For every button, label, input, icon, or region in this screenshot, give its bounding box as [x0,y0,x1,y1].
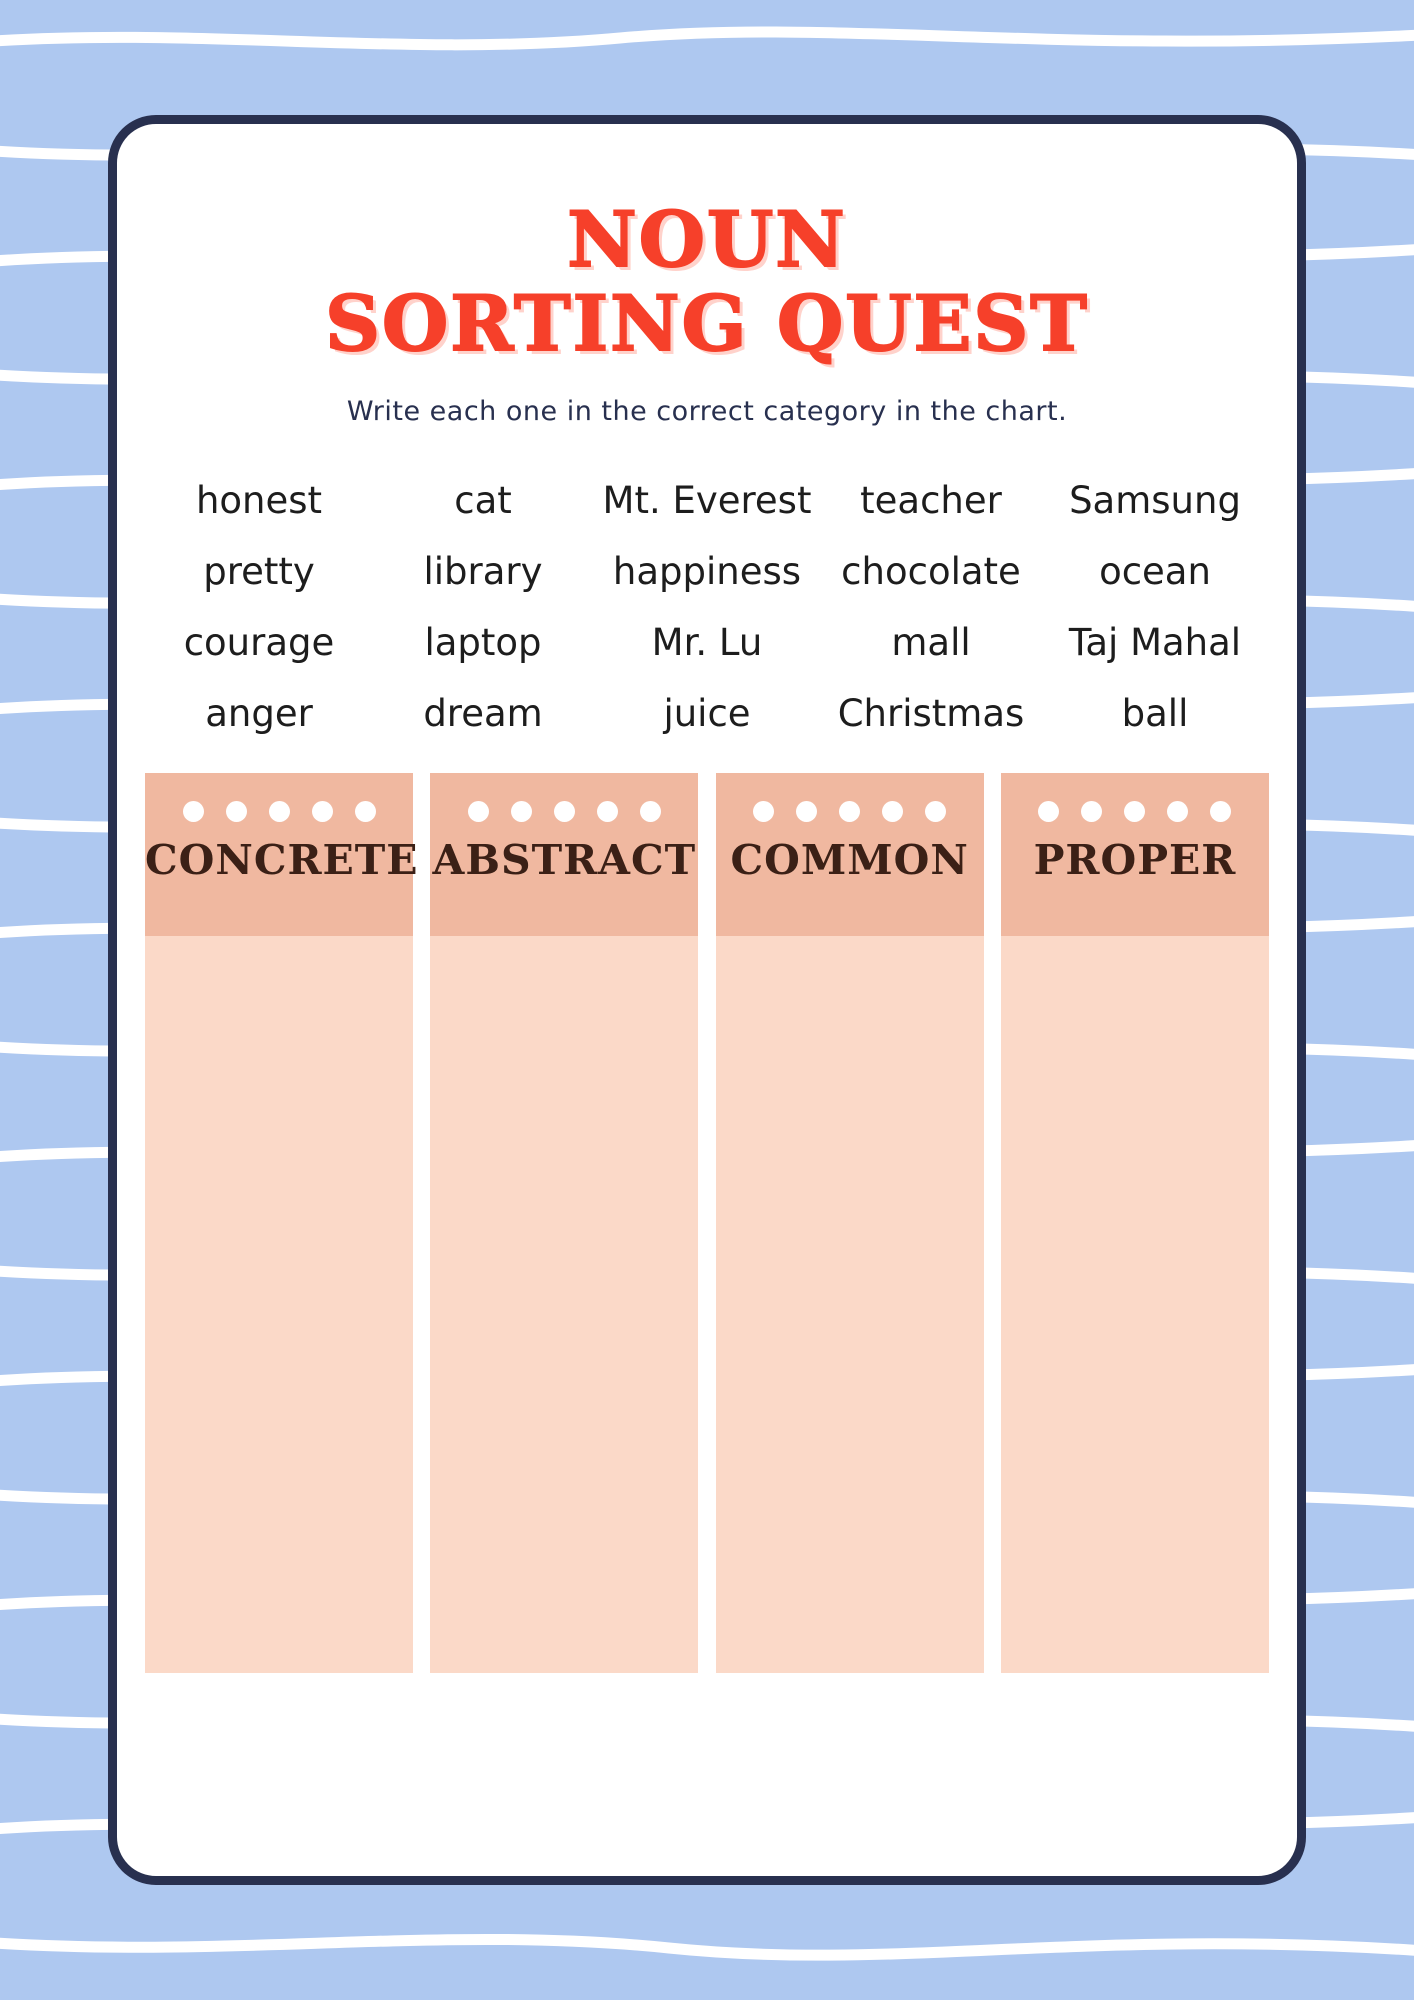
word-item: dream [423,692,543,735]
word-item: courage [183,621,335,664]
word-item: Mt. Everest [602,479,812,522]
hole-punch-icon [355,801,376,822]
word-item: chocolate [841,550,1021,593]
page-title-line-1: NOUN [567,195,847,284]
dot-row [430,773,698,822]
word-bank [147,479,1267,735]
word-item: library [423,550,543,593]
word-item: mall [891,621,971,664]
hole-punch-icon [925,801,946,822]
page-title-line-2: SORTING QUEST [325,279,1089,368]
column-header [1001,773,1269,936]
column-header [145,773,419,936]
word-row [147,479,1267,522]
word-item: ball [1121,692,1189,735]
word-item: anger [205,692,313,735]
hole-punch-icon [511,801,532,822]
hole-punch-icon [597,801,618,822]
dot-row [145,773,413,822]
hole-punch-icon [1210,801,1231,822]
word-item: Christmas [837,692,1025,735]
sorting-column-concrete[interactable] [145,773,419,1673]
word-item: honest [195,479,323,522]
hole-punch-icon [468,801,489,822]
word-item: laptop [424,621,542,664]
hole-punch-icon [753,801,774,822]
dot-row [716,773,984,822]
word-item: juice [663,692,751,735]
word-item: Taj Mahal [1068,621,1242,664]
column-title: ABSTRACT [432,836,697,884]
hole-punch-icon [1081,801,1102,822]
hole-punch-icon [796,801,817,822]
sorting-chart [145,773,1269,1673]
word-item: Samsung [1069,479,1241,522]
column-title: CONCRETE [145,836,419,884]
sorting-column-abstract[interactable] [430,773,698,1673]
hole-punch-icon [640,801,661,822]
sorting-column-common[interactable] [716,773,984,1673]
hole-punch-icon [882,801,903,822]
word-item: pretty [203,550,315,593]
word-item: happiness [612,550,802,593]
column-title: COMMON [730,836,969,884]
word-item: ocean [1099,550,1211,593]
hole-punch-icon [183,801,204,822]
column-title: PROPER [1033,836,1237,884]
hole-punch-icon [554,801,575,822]
hole-punch-icon [1038,801,1059,822]
hole-punch-icon [226,801,247,822]
word-row [147,550,1267,593]
hole-punch-icon [1124,801,1145,822]
sorting-column-proper[interactable] [1001,773,1269,1673]
hole-punch-icon [312,801,333,822]
hole-punch-icon [1167,801,1188,822]
hole-punch-icon [269,801,290,822]
instructions: Write each one in the correct category in the chart. [346,396,1068,427]
word-item: Mr. Lu [651,621,763,664]
hole-punch-icon [839,801,860,822]
word-row [147,621,1267,664]
word-item: teacher [860,479,1002,522]
word-item: cat [454,479,512,522]
column-header [430,773,698,936]
title-block [117,195,1297,368]
word-row [147,692,1267,735]
worksheet-card [108,115,1306,1885]
dot-row [1001,773,1269,822]
column-header [716,773,984,936]
